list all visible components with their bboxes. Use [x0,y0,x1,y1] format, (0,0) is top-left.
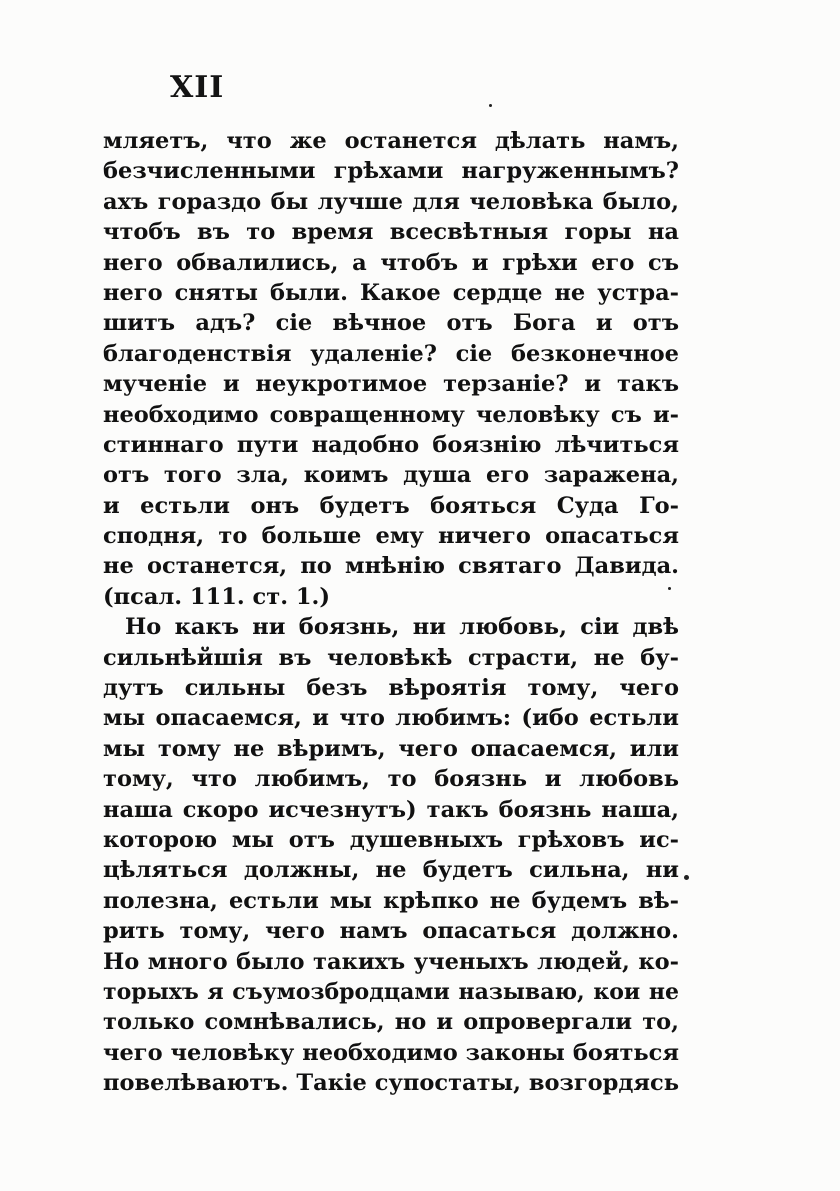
print-speck [668,587,671,590]
text-line: благоденствія удаленіе? сіе безконечное [103,340,679,367]
text-line: ахъ гораздо бы лучше для человѣка было, [103,188,679,215]
text-line: мляетъ, что же останется дѣлать намъ, [103,128,679,154]
text-line: необходимо совращенному человѣку съ и- [103,401,679,428]
text-line: сильнѣйшія въ человѣкѣ страсти, не бу- [103,644,679,671]
text-line: и естьли онъ будетъ бояться Суда Го- [103,492,679,519]
text-line: не останется, по мнѣнію святаго Давида. [103,553,679,580]
text-line: полезна, естьли мы крѣпко не будемъ вѣ- [103,887,679,914]
text-line: него обвалились, а чтобъ и грѣхи его съ [103,249,679,276]
text-line: только сомнѣвались, но и опровергали то, [103,1009,679,1036]
text-line: отъ того зла, коимъ душа его заражена, [103,462,679,489]
print-speck [489,104,492,107]
text-line: повелѣваютъ. Такіе супостаты, возгордясь [103,1070,679,1097]
text-line: торыхъ я съумозбродцами называю, кои не [103,978,679,1005]
text-line: него сняты были. Какое сердце не устра- [103,279,679,306]
text-line: шитъ адъ? сіе вѣчное отъ Бога и отъ [103,310,679,337]
text-line: (псал. 111. ст. 1.) [103,583,330,610]
text-line: мы опасаемся, и что любимъ: (ибо естьли [103,705,679,732]
text-line: чтобъ въ то время всесвѣтныя горы на [103,219,679,246]
text-line: рить тому, чего намъ опасаться должно. [103,918,679,945]
text-line: стиннаго пути надобно боязнію лѣчиться [103,431,679,458]
text-line: которою мы отъ душевныхъ грѣховъ ис- [103,826,679,853]
text-line: дутъ сильны безъ вѣроятія тому, чего [103,675,679,702]
text-line: мы тому не вѣримъ, чего опасаемся, или [103,735,679,762]
paragraph-start-line: Но какъ ни боязнь, ни любовь, сіи двѣ [125,614,679,641]
text-line: Но много было такихъ ученыхъ людей, ко- [103,948,679,975]
text-line: сподня, то больше ему ничего опасаться [103,523,679,550]
page-number: XII [170,70,225,105]
text-line: чего человѣку необходимо законы бояться [103,1039,679,1066]
text-line: мученіе и неукротимое терзаніе? и такъ [103,371,679,398]
text-line: цѣляться должны, не будетъ сильна, ни [103,857,679,884]
text-line: тому, что любимъ, то боязнь и любовь [103,766,679,793]
body-text [103,126,679,1099]
print-speck [684,875,689,880]
text-line: наша скоро исчезнутъ) такъ боязнь наша, [103,796,679,823]
text-line: безчисленными грѣхами нагруженнымъ? [103,158,679,185]
